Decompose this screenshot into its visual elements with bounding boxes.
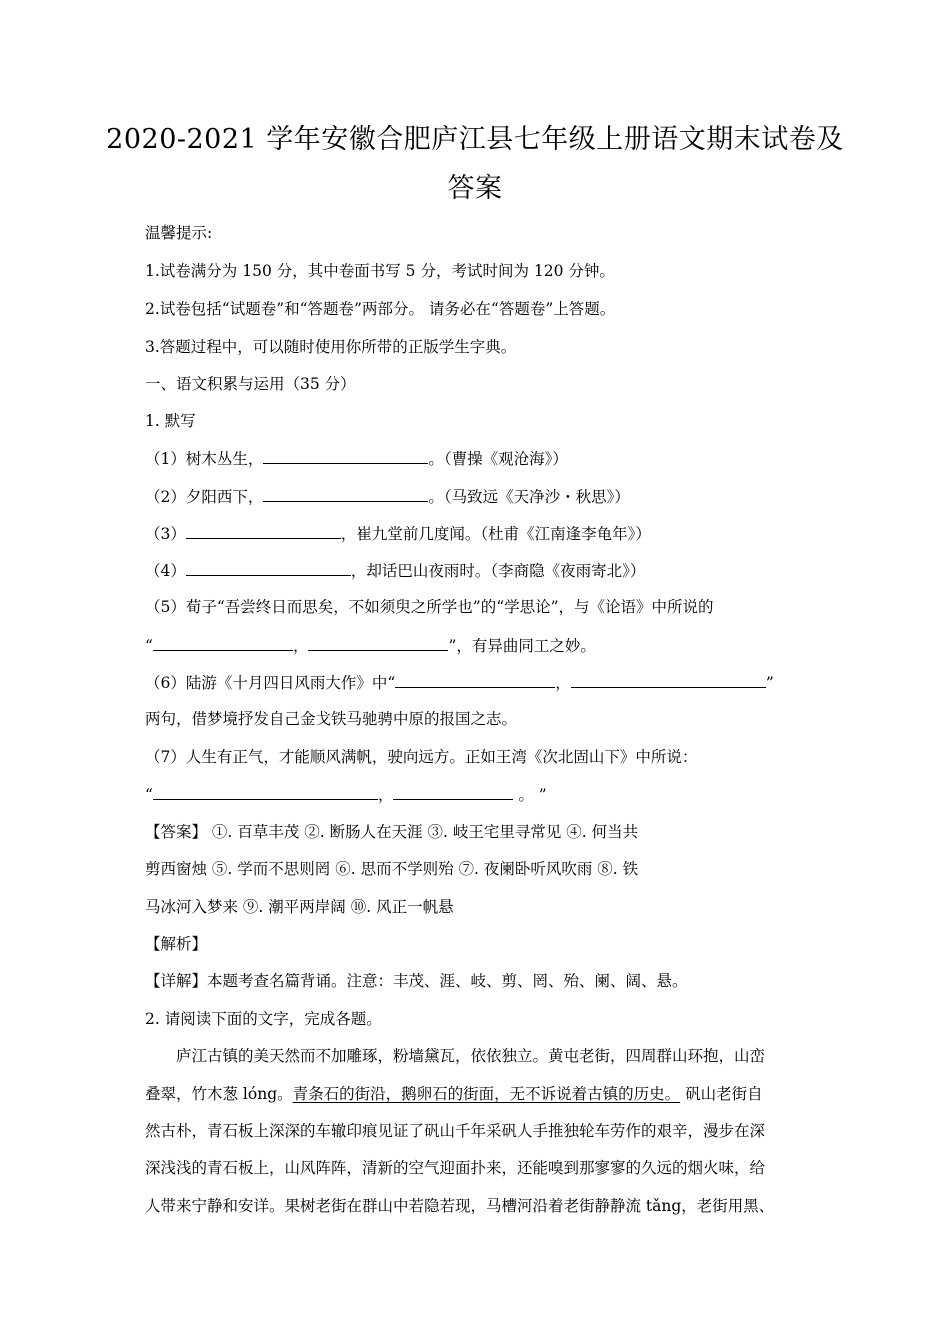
answer-line: 【答案】 ①. 百草丰茂 ②. 断肠人在天涯 ③. 岐王宅里寻常见 ④. 何当共 bbox=[145, 823, 639, 841]
answer-blank bbox=[308, 634, 448, 651]
tip-item: 1.试卷满分为 150 分，其中卷面书写 5 分，考试时间为 120 分钟。 bbox=[145, 262, 615, 280]
sentence-text: 。 ” bbox=[513, 786, 547, 804]
sentence-text: ， bbox=[555, 674, 571, 692]
sentence-text: ”，有异曲同工之妙。 bbox=[448, 637, 596, 655]
tip-item: 2.试卷包括“试题卷”和“答题卷”两部分。 请务必在“答题卷”上答题。 bbox=[145, 300, 616, 318]
fill-blank-3 bbox=[145, 522, 651, 545]
question-1-heading: 1. 默写 bbox=[145, 412, 196, 430]
answer-blank bbox=[186, 559, 351, 576]
answer-line: 马冰河入梦来 ⑨. 潮平两岸阔 ⑩. 风正一帆悬 bbox=[145, 898, 454, 916]
passage-line: 然古朴，青石板上深深的车辙印痕见证了矾山千年采矾人手推独轮车劳作的艰辛，漫步在深 bbox=[145, 1122, 766, 1140]
sentence-text: 。（曹操《观沧海》） bbox=[428, 450, 568, 468]
quote-mark: “ bbox=[145, 637, 153, 655]
tips-heading: 温馨提示: bbox=[145, 224, 213, 242]
answer-blank bbox=[153, 634, 293, 651]
passage-line: 深浅浅的青石板上，山风阵阵，清新的空气迎面扑来，还能嗅到那寥寥的久远的烟火味，给 bbox=[145, 1159, 766, 1177]
passage-text: 叠翠，竹木葱 lóng。 bbox=[145, 1085, 293, 1103]
fill-blank-4 bbox=[145, 559, 645, 582]
sentence-text: ，却话巴山夜雨时。（李商隐《夜雨寄北》） bbox=[350, 562, 646, 580]
sentence-text: ， bbox=[377, 786, 394, 804]
answer-blank bbox=[186, 522, 341, 539]
detail-text: 【详解】本题考查名篇背诵。注意：丰茂、涯、岐、剪、罔、殆、阑、阔、悬。 bbox=[145, 972, 688, 990]
fill-blank-5-line1: （5）荀子“吾尝终日而思矣，不如须臾之所学也”的“学思论”，与《论语》中所说的 bbox=[145, 598, 714, 616]
answer-blank bbox=[393, 783, 513, 800]
underlined-sentence: 青条石的街沿，鹅卵石的街面，无不诉说着古镇的历史。 bbox=[292, 1085, 681, 1103]
question-2-heading: 2. 请阅读下面的文字，完成各题。 bbox=[145, 1010, 382, 1028]
sentence-text: （4） bbox=[145, 562, 186, 580]
sentence-text: （2）夕阳西下， bbox=[145, 488, 264, 506]
fill-blank-5-line2 bbox=[145, 634, 596, 657]
answer-blank bbox=[263, 447, 428, 464]
sentence-text: ， bbox=[292, 637, 309, 655]
passage-line: 人带来宁静和安详。果树老街在群山中若隐若现，马槽河沿着老街静静流 tǎng，老街用黑、 bbox=[145, 1197, 775, 1215]
quote-mark: “ bbox=[145, 786, 153, 804]
passage-text: 矾山老街自 bbox=[680, 1085, 763, 1103]
sentence-text: （1）树木丛生， bbox=[145, 450, 264, 468]
tip-item: 3.答题过程中，可以随时使用你所带的正版学生字典。 bbox=[145, 338, 517, 356]
fill-blank-6-line1 bbox=[145, 671, 774, 694]
passage-line: 庐江古镇的美天然而不加雕琢，粉墙黛瓦，依依独立。黄屯老街，四周群山环抱，山峦 bbox=[176, 1047, 766, 1065]
answer-blank bbox=[571, 671, 766, 688]
sentence-text: ，崔九堂前几度闻。（杜甫《江南逢李龟年》） bbox=[340, 525, 651, 543]
fill-blank-7-line1: （7）人生有正气，才能顺风满帆，驶向远方。正如王湾《次北固山下》中所说： bbox=[145, 748, 698, 766]
sentence-text: （6）陆游《十月四日风雨大作》中“ bbox=[145, 674, 396, 692]
page-title: 2020-2021 学年安徽合肥庐江县七年级上册语文期末试卷及 bbox=[106, 124, 844, 155]
fill-blank-2 bbox=[145, 485, 630, 508]
analysis-label: 【解析】 bbox=[145, 935, 208, 953]
section-heading: 一、语文积累与运用（35 分） bbox=[145, 375, 356, 393]
page-title-line2: 答案 bbox=[447, 173, 503, 204]
fill-blank-7-line2 bbox=[145, 783, 547, 806]
answer-blank bbox=[153, 783, 378, 800]
fill-blank-6-line2: 两句，借梦境抒发自己金戈铁马驰骋中原的报国之志。 bbox=[145, 710, 518, 728]
answer-blank bbox=[263, 485, 428, 502]
fill-blank-1 bbox=[145, 447, 568, 470]
passage-line bbox=[145, 1083, 763, 1105]
sentence-text: （3） bbox=[145, 525, 186, 543]
answer-line: 剪西窗烛 ⑤. 学而不思则罔 ⑥. 思而不学则殆 ⑦. 夜阑卧听风吹雨 ⑧. 铁 bbox=[145, 860, 639, 878]
answer-blank bbox=[395, 671, 555, 688]
sentence-text: 。（马致远《天净沙・秋思》） bbox=[428, 488, 630, 506]
quote-mark: ” bbox=[765, 674, 774, 692]
